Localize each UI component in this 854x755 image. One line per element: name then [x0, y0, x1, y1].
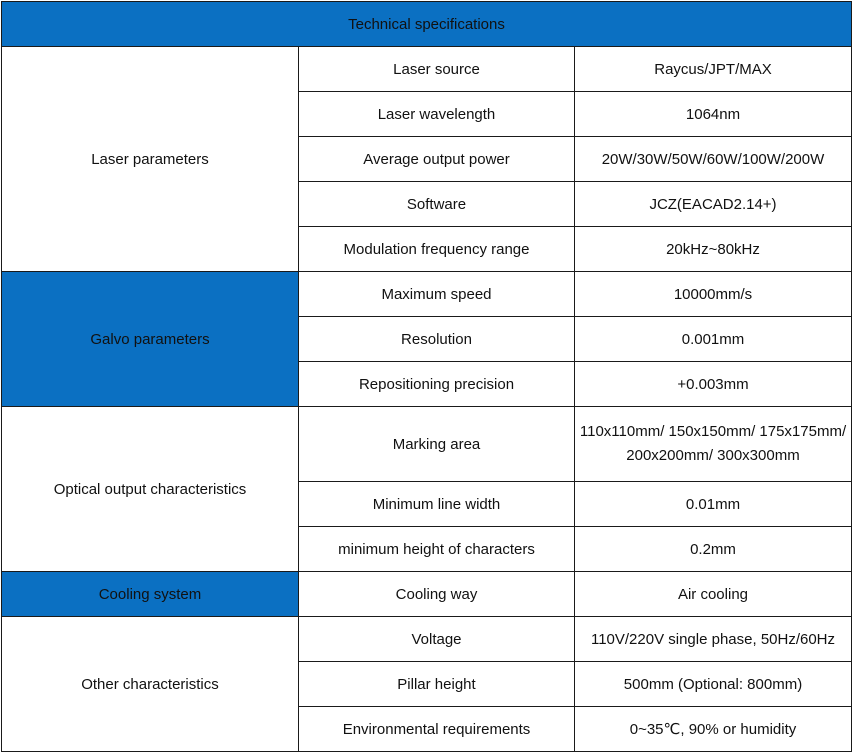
spec-label: Repositioning precision — [299, 362, 575, 407]
group-label-galvo-parameters: Galvo parameters — [2, 272, 299, 407]
spec-label: minimum height of characters — [299, 527, 575, 572]
spec-label: Cooling way — [299, 572, 575, 617]
table-row — [2, 572, 852, 617]
spec-label: Modulation frequency range — [299, 227, 575, 272]
spec-label: Marking area — [299, 407, 575, 482]
group-label-laser-parameters: Laser parameters — [2, 47, 299, 272]
spec-value: Raycus/JPT/MAX — [575, 47, 852, 92]
spec-value: 1064nm — [575, 92, 852, 137]
group-label-cooling-system: Cooling system — [2, 572, 299, 617]
spec-label: Environmental requirements — [299, 707, 575, 752]
spec-value: 110x110mm/ 150x150mm/ 175x175mm/ 200x200mm/ 300x300mm — [575, 407, 852, 482]
spec-label: Laser wavelength — [299, 92, 575, 137]
spec-value: 0.01mm — [575, 482, 852, 527]
spec-value: Air cooling — [575, 572, 852, 617]
technical-specifications-table — [1, 1, 852, 752]
spec-value: 110V/220V single phase, 50Hz/60Hz — [575, 617, 852, 662]
table-row — [2, 272, 852, 317]
spec-label: Maximum speed — [299, 272, 575, 317]
table-title: Technical specifications — [2, 2, 852, 47]
group-label-optical-output-characteristics: Optical output characteristics — [2, 407, 299, 572]
spec-label: Pillar height — [299, 662, 575, 707]
spec-label: Voltage — [299, 617, 575, 662]
spec-label: Laser source — [299, 47, 575, 92]
table-title-row — [2, 2, 852, 47]
table-row — [2, 407, 852, 482]
spec-value: 0.001mm — [575, 317, 852, 362]
spec-value: 0.2mm — [575, 527, 852, 572]
spec-value: JCZ(EACAD2.14+) — [575, 182, 852, 227]
spec-value: 500mm (Optional: 800mm) — [575, 662, 852, 707]
spec-value: 20W/30W/50W/60W/100W/200W — [575, 137, 852, 182]
spec-label: Resolution — [299, 317, 575, 362]
table-row — [2, 617, 852, 662]
spec-value: 0~35℃, 90% or humidity — [575, 707, 852, 752]
spec-label: Minimum line width — [299, 482, 575, 527]
group-label-other-characteristics: Other characteristics — [2, 617, 299, 752]
table-row — [2, 47, 852, 92]
spec-label: Average output power — [299, 137, 575, 182]
spec-value: 20kHz~80kHz — [575, 227, 852, 272]
spec-value: +0.003mm — [575, 362, 852, 407]
spec-label: Software — [299, 182, 575, 227]
spec-value: 10000mm/s — [575, 272, 852, 317]
